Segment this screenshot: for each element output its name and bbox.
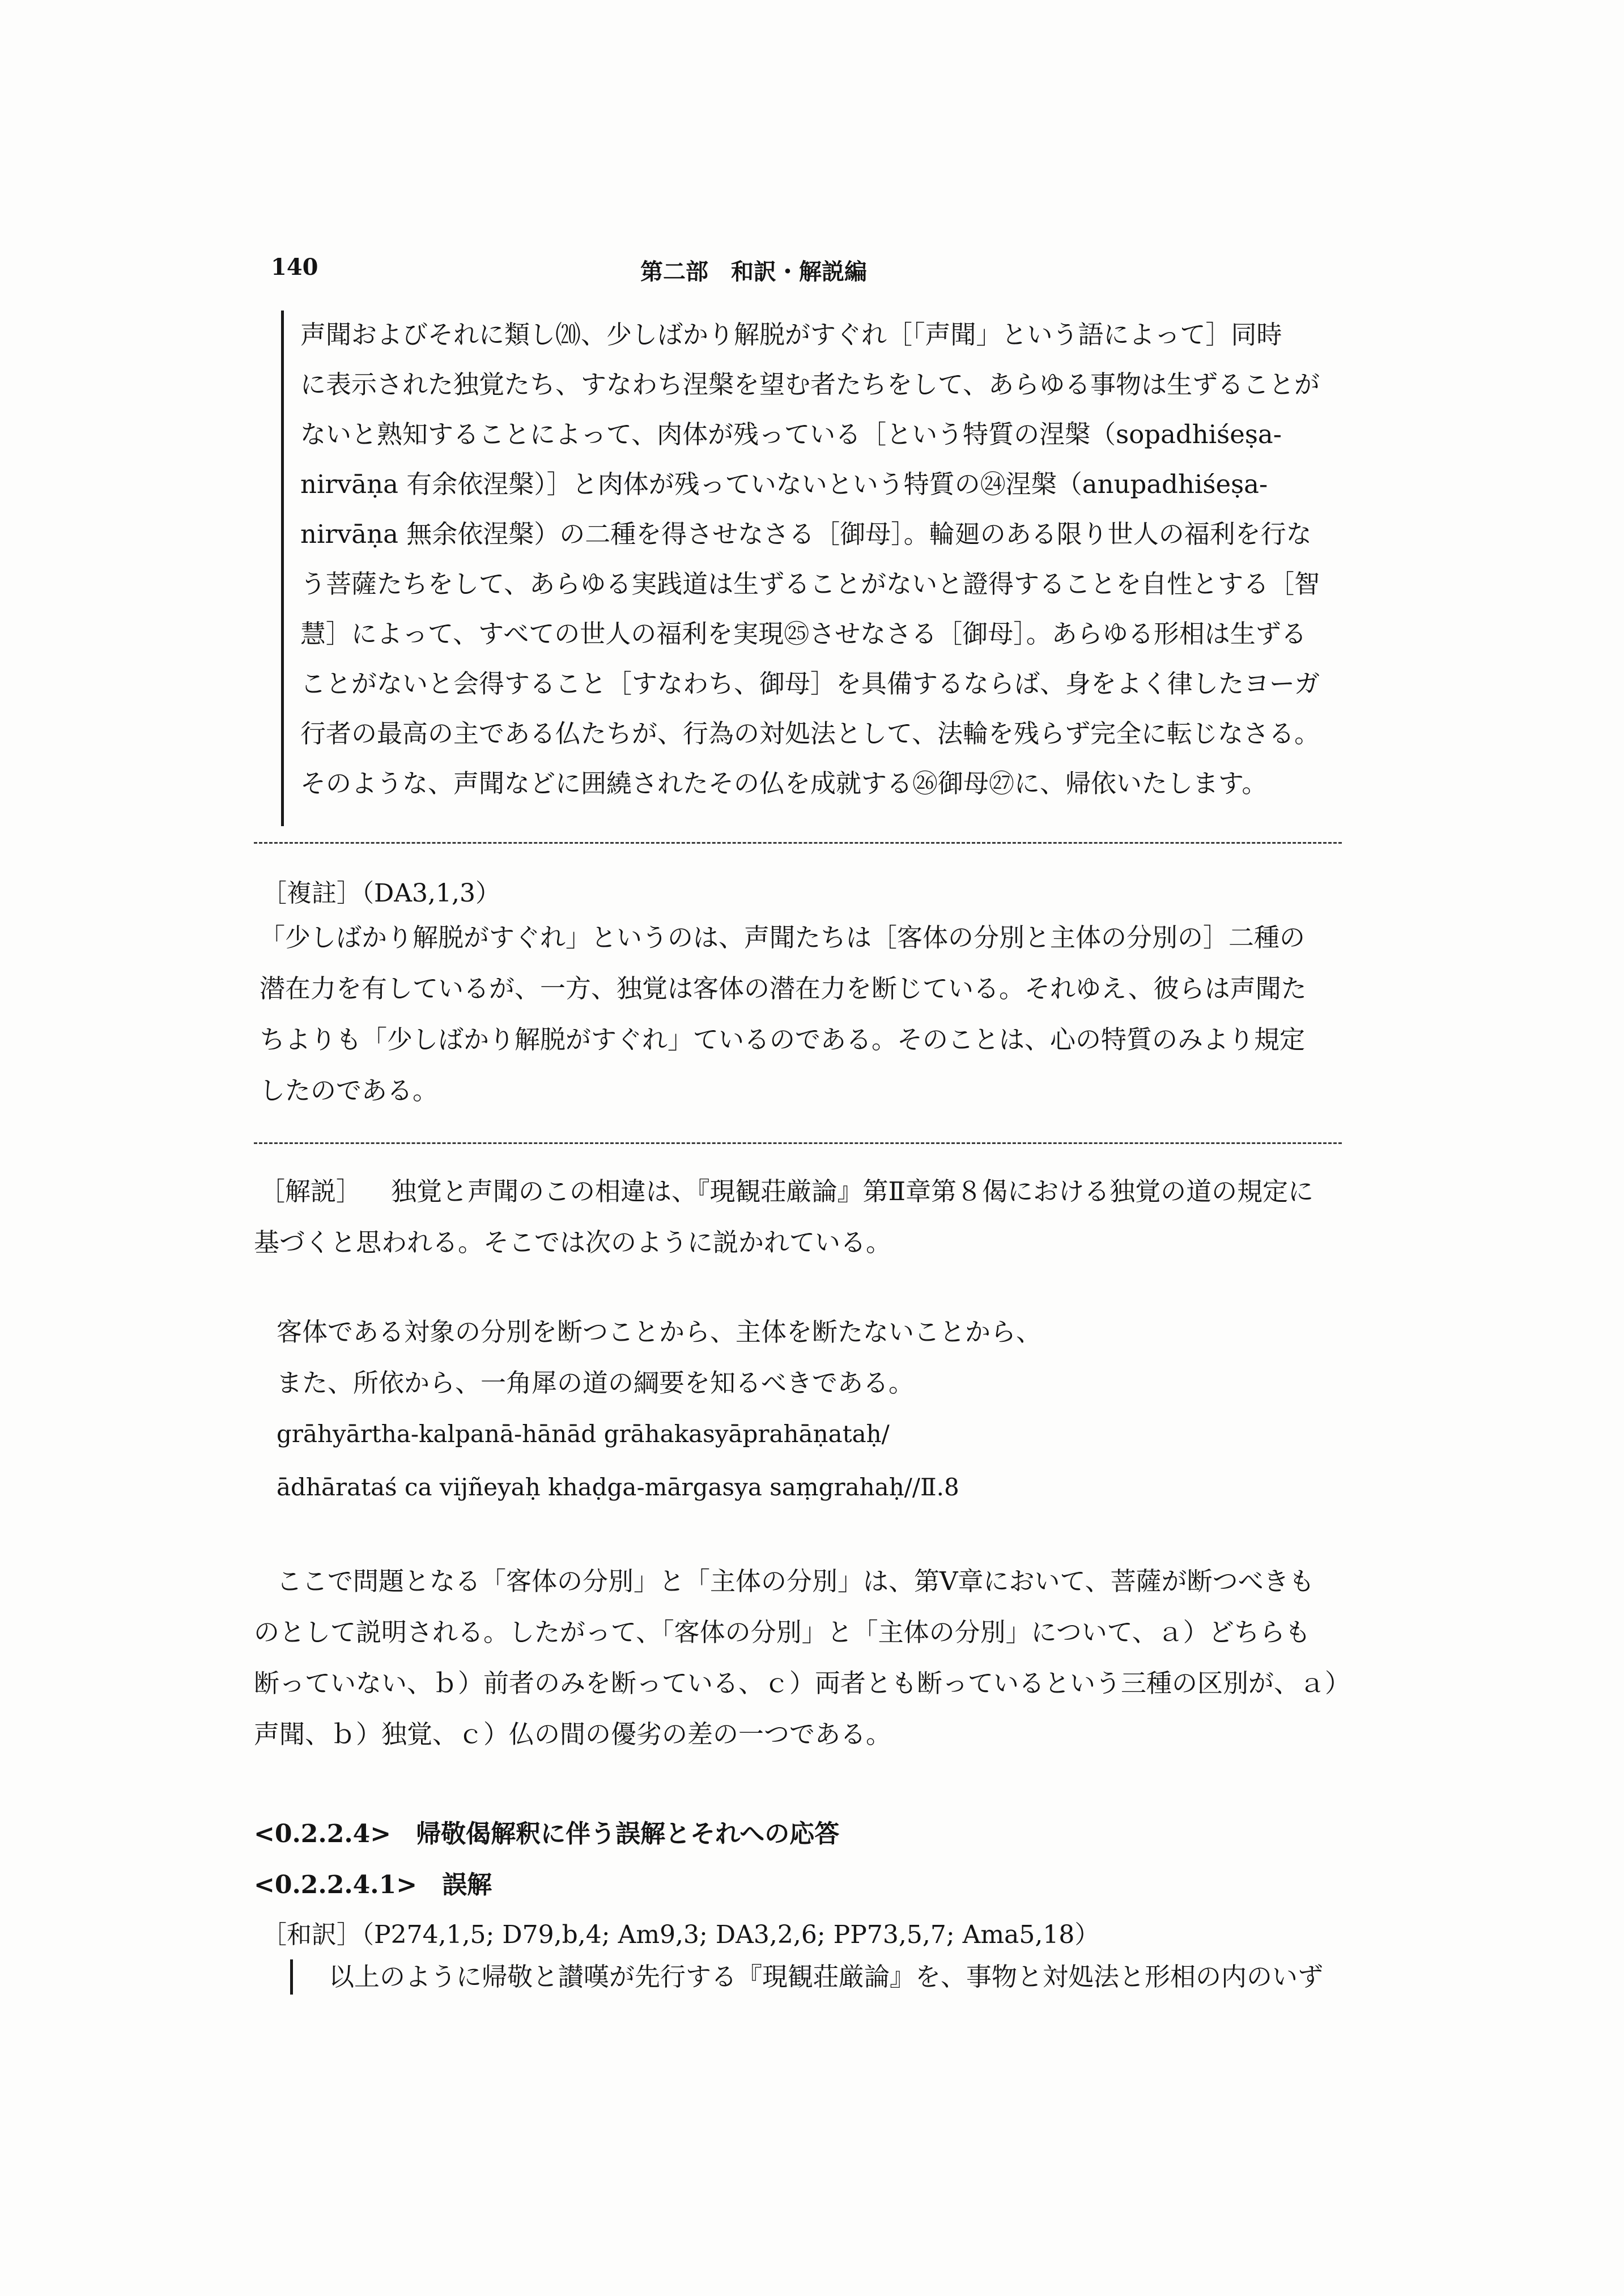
translation-reference: ［和訳］（P274,1,5; D79,b,4; Am9,3; DA3,2,6; PP73,5,7; Ama5,18） xyxy=(262,1920,1100,1949)
subcommentary-line: ちよりも「少しばかり解脱がすぐれ」ているのである。そのことは、心の特質のみより規定 xyxy=(260,1024,1306,1055)
subcommentary-line: したのである。 xyxy=(260,1075,439,1106)
explanation-paragraph-line: ここで問題となる「客体の分別」と「主体の分別」は、第Ⅴ章において、菩薩が断つべきも xyxy=(277,1566,1315,1596)
subcommentary-line: 潜在力を有しているが、一方、独覚は客体の潜在力を断じている。それゆえ、彼らは声聞た xyxy=(260,973,1307,1004)
translation-line: ないと熟知することによって、肉体が残っている［という特質の涅槃（sopadhiśeṣa- xyxy=(300,419,1282,449)
subsection-heading: <0.2.2.4.1> 誤解 xyxy=(254,1870,492,1899)
running-title: 第二部 和訳・解説編 xyxy=(640,258,867,285)
verse-line-roman: grāhyārtha-kalpanā-hānād grāhakasyāprahāṇataḥ/ xyxy=(277,1420,890,1448)
translation-line: に表示された独覚たち、すなわち涅槃を望む者たちをして、あらゆる事物は生ずることが xyxy=(300,369,1320,399)
translation-line: nirvāṇa 有余依涅槃）］と肉体が残っていないという特質の㉔涅槃（anupadhiśeṣa- xyxy=(300,469,1268,499)
translation-block xyxy=(300,311,1360,820)
subcommentary-heading: ［複註］（DA3,1,3） xyxy=(262,879,501,908)
translation-line: そのような、声聞などに囲繞されたその仏を成就する㉖御母㉗に、帰依いたします。 xyxy=(300,768,1268,798)
explanation-heading: ［解説］ xyxy=(260,1176,362,1206)
dashed-divider xyxy=(254,842,1342,844)
section-heading: <0.2.2.4> 帰敬偈解釈に伴う誤解とそれへの応答 xyxy=(254,1819,840,1848)
explanation-paragraph-line: 声聞、ｂ）独覚、ｃ）仏の間の優劣の差の一つである。 xyxy=(254,1719,892,1749)
translation-line: う菩薩たちをして、あらゆる実践道は生ずることがないと證得することを自性とする［智 xyxy=(300,569,1320,599)
page-number: 140 xyxy=(271,254,318,280)
translation-line: ことがないと会得すること［すなわち、御母］を具備するならば、身をよく律したヨーガ xyxy=(300,669,1320,699)
translation-marker-bar xyxy=(290,1959,293,1995)
translation-marker-bar xyxy=(281,311,284,826)
verse-line: また、所依から、一角犀の道の綱要を知るべきである。 xyxy=(277,1368,915,1398)
explanation-line: 独覚と声聞のこの相違は、『現観荘厳論』第Ⅱ章第８偈における独覚の道の規定に xyxy=(391,1176,1314,1206)
dashed-divider xyxy=(254,1142,1342,1144)
subcommentary-line: 「少しばかり解脱がすぐれ」というのは、声聞たちは［客体の分別と主体の分別の］二種の xyxy=(260,922,1306,953)
verse-line: 客体である対象の分別を断つことから、主体を断たないことから、 xyxy=(277,1317,1042,1347)
translation-line: nirvāṇa 無余依涅槃）の二種を得させなさる［御母］。輪廻のある限り世人の福利を行な xyxy=(300,519,1312,549)
verse-line-roman: ādhārataś ca vijñeyaḥ khaḍga-mārgasya saṃgrahaḥ//Ⅱ.8 xyxy=(277,1473,959,1501)
translation-line: 行者の最高の主である仏たちが、行為の対処法として、法輪を残らず完全に転じなさる。 xyxy=(300,718,1320,749)
explanation-paragraph-line: のとして説明される。したがって、「客体の分別」と「主体の分別」について、ａ）どちらも xyxy=(254,1617,1311,1647)
translation-line: 以上のように帰敬と讃嘆が先行する『現観荘厳論』を、事物と対処法と形相の内のいず xyxy=(329,1962,1324,1992)
translation-line: 声聞およびそれに類し⒇、少しばかり解脱がすぐれ［「声聞」という語によって］同時 xyxy=(300,320,1282,350)
explanation-line: 基づくと思われる。そこでは次のように説かれている。 xyxy=(254,1227,892,1257)
explanation-paragraph-line: 断っていない、ｂ）前者のみを断っている、ｃ）両者とも断っているという三種の区別が、ａ） xyxy=(254,1668,1351,1698)
translation-line: 慧］によって、すべての世人の福利を実現㉕させなさる［御母］。あらゆる形相は生ずる xyxy=(300,619,1307,649)
